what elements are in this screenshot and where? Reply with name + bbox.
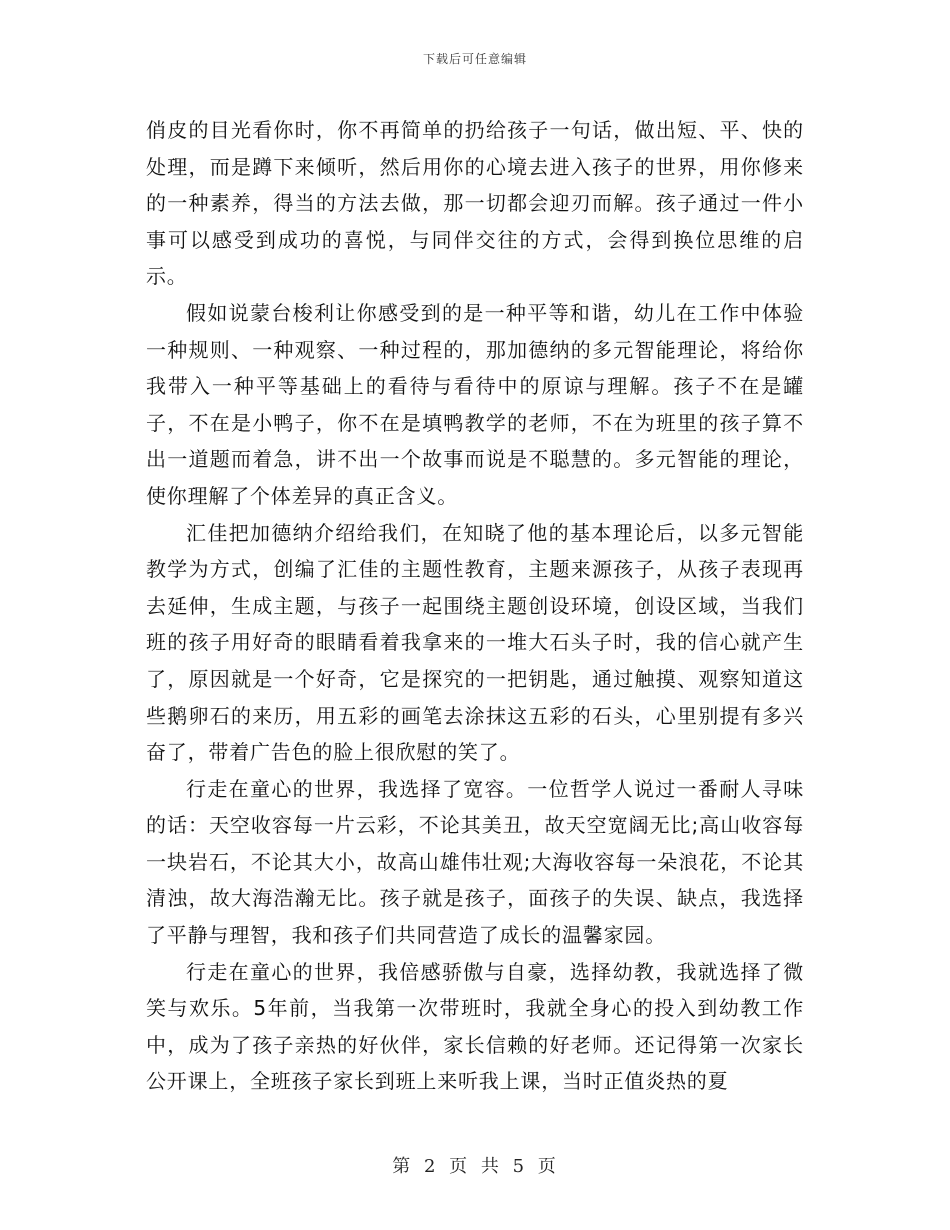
paragraph-4: 行走在童心的世界，我选择了宽容。一位哲学人说过一番耐人寻味的话：天空收容每一片云彩，不论其美丑，故天空宽阔无比;高山收容每一块岩石，不论其大小，故高山雄伟壮观;大海收容每一朵浪花，不论其清浊，故大海浩瀚无比。孩子就是孩子，面孩子的失误、缺点，我选择了平静与理智，我和孩子们共同营造了成长的温馨家园。 [146, 776, 804, 948]
page-header-note: 下载后可任意编辑 [422, 52, 527, 66]
paragraph-2: 假如说蒙台梭利让你感受到的是一种平等和谐，幼儿在工作中体验一种规则、一种观察、一种过程的，那加德纳的多元智能理论，将给你我带入一种平等基础上的看待与看待中的原谅与理解。孩子不在是罐子，不在是小鸭子，你不在是填鸭教学的老师，不在为班里的孩子算不出一道题而着急，讲不出一个故事而说是不聪慧的。多元智能的理论，使你理解了个体差异的真正含义。 [146, 300, 804, 508]
paragraph-5: 行走在童心的世界，我倍感骄傲与自豪，选择幼教，我就选择了微笑与欢乐。5年前，当我第一次带班时，我就全身心的投入到幼教工作中，成为了孩子亲热的好伙伴，家长信赖的好老师。还记得第一次家长公开课上，全班孩子家长到班上来听我上课，当时正值炎热的夏 [146, 959, 804, 1094]
paragraph-3: 汇佳把加德纳介绍给我们，在知晓了他的基本理论后，以多元智能教学为方式，创编了汇佳的主题性教育，主题来源孩子，从孩子表现再去延伸，生成主题，与孩子一起围绕主题创设环境，创设区域，当我们班的孩子用好奇的眼睛看着我拿来的一堆大石头子时，我的信心就产生了，原因就是一个好奇，它是探究的一把钥匙，通过触摸、观察知道这些鹅卵石的来历，用五彩的画笔去涂抹这五彩的石头，心里别提有多兴奋了，带着广告色的脸上很欣慰的笑了。 [146, 520, 804, 765]
paragraph-1: 俏皮的目光看你时，你不再简单的扔给孩子一句话，做出短、平、快的处理，而是蹲下来倾听，然后用你的心境去进入孩子的世界，用你修来的一种素养，得当的方法去做，那一切都会迎刃而解。孩子通过一件小事可以感受到成功的喜悦，与同伴交往的方式，会得到换位思维的启示。 [146, 118, 804, 289]
document-body [146, 112, 804, 1100]
page-number-footer: 第 2 页 共 5 页 [392, 1156, 558, 1177]
